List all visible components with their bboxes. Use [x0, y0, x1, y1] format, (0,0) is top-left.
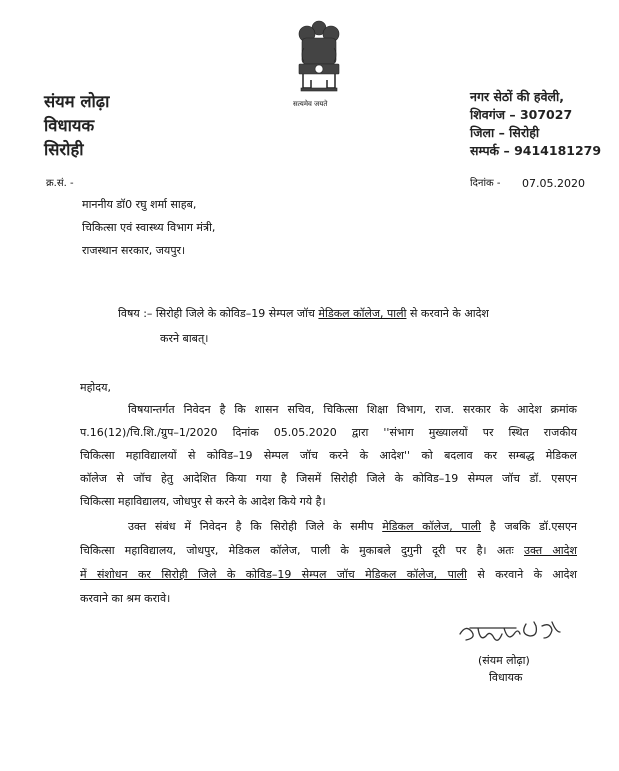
recipient-block: [82, 193, 215, 262]
para1-line-1: विषयान्तर्गत निवेदन है कि शासन सचिव, चिकित्सा शिक्षा विभाग, राज. सरकार के आदेश क्रमांक: [128, 403, 577, 416]
emblem-motto: सत्यमेव जयते: [293, 100, 328, 108]
sender-name: संयम लोढ़ा: [44, 92, 110, 111]
recipient-line-1: माननीय डॉ0 रघु शर्मा साहब,: [82, 198, 197, 211]
handwritten-signature: [456, 618, 576, 652]
para2-line-4: करवाने का श्रम करावे।: [80, 592, 171, 605]
sender-block: [44, 90, 109, 162]
subject-line: विषय :– सिरोही जिले के कोविड–19 सेम्पल जॉच मेडिकल कॉलेज, पाली से करवाने के आदेश: [118, 307, 489, 320]
ref-label: क्र.सं. -: [46, 178, 74, 189]
para1-line-4: कॉलेज से जॉच हेतु आदेशित किया गया है जिसमें सिरोही जिले के कोविड–19 सेम्पल जॉच डॉ. एसएन: [80, 472, 577, 485]
para2-line-3: में संशोधन कर सिरोही जिले के कोविड–19 सेम्पल जॉच मेडिकल कॉलेज, पाली से करवाने के आदेश: [80, 568, 577, 581]
para1-line-5: चिकित्सा महाविद्यालय, जोधपुर से करने के आदेश किये गये है।: [80, 495, 326, 508]
signatory-name: (संयम लोढ़ा): [478, 654, 530, 667]
subject-line-2: करने बाबत्।: [160, 332, 209, 345]
para2-line-1: उक्त संबंध में निवेदन है कि सिरोही जिले के समीप मेडिकल कॉलेज, पाली है जबकि डॉ.एसएन: [128, 520, 578, 533]
para1-line-2: प.16(12)/चि.शि./ग्रुप–1/2020 दिनांक 05.05.2020 द्वारा ''संभाग मुख्यालयों पर स्थित राजकीय: [80, 426, 577, 439]
sender-designation: विधायक: [44, 116, 95, 135]
signatory-designation: विधायक: [489, 671, 523, 684]
address-line-4: सम्पर्क – 9414181279: [470, 143, 602, 158]
date-label: दिनांक -: [470, 178, 501, 189]
para1-line-3: चिकित्सा महाविद्यालयों से कोविड–19 सेम्पल जॉच करने के आदेश'' को बदलाव कर सम्बद्ध मेडिकल: [80, 449, 577, 462]
salutation: महोदय,: [80, 381, 111, 394]
recipient-line-2: चिकित्सा एवं स्वास्थ्य विभाग मंत्री,: [82, 221, 216, 234]
address-block: [470, 88, 601, 160]
recipient-line-3: राजस्थान सरकार, जयपुर।: [82, 244, 186, 257]
address-line-3: जिला – सिरोही: [470, 125, 540, 140]
subject-label: विषय :–: [118, 307, 153, 320]
sender-constituency: सिरोही: [44, 140, 84, 159]
state-emblem-icon: [291, 18, 347, 112]
subject-underlined: मेडिकल कॉलेज, पाली: [318, 307, 407, 320]
para2-line-2: चिकित्सा महाविद्यालय, जोधपुर, मेडिकल कॉलेज, पाली के मुकाबले दुगुनी दूरी पर है। अतः उक्त आदेश: [80, 544, 577, 557]
address-line-2: शिवगंज – 307027: [470, 107, 573, 122]
date-value: 07.05.2020: [522, 177, 585, 190]
address-line-1: नगर सेठों की हवेली,: [470, 89, 564, 104]
